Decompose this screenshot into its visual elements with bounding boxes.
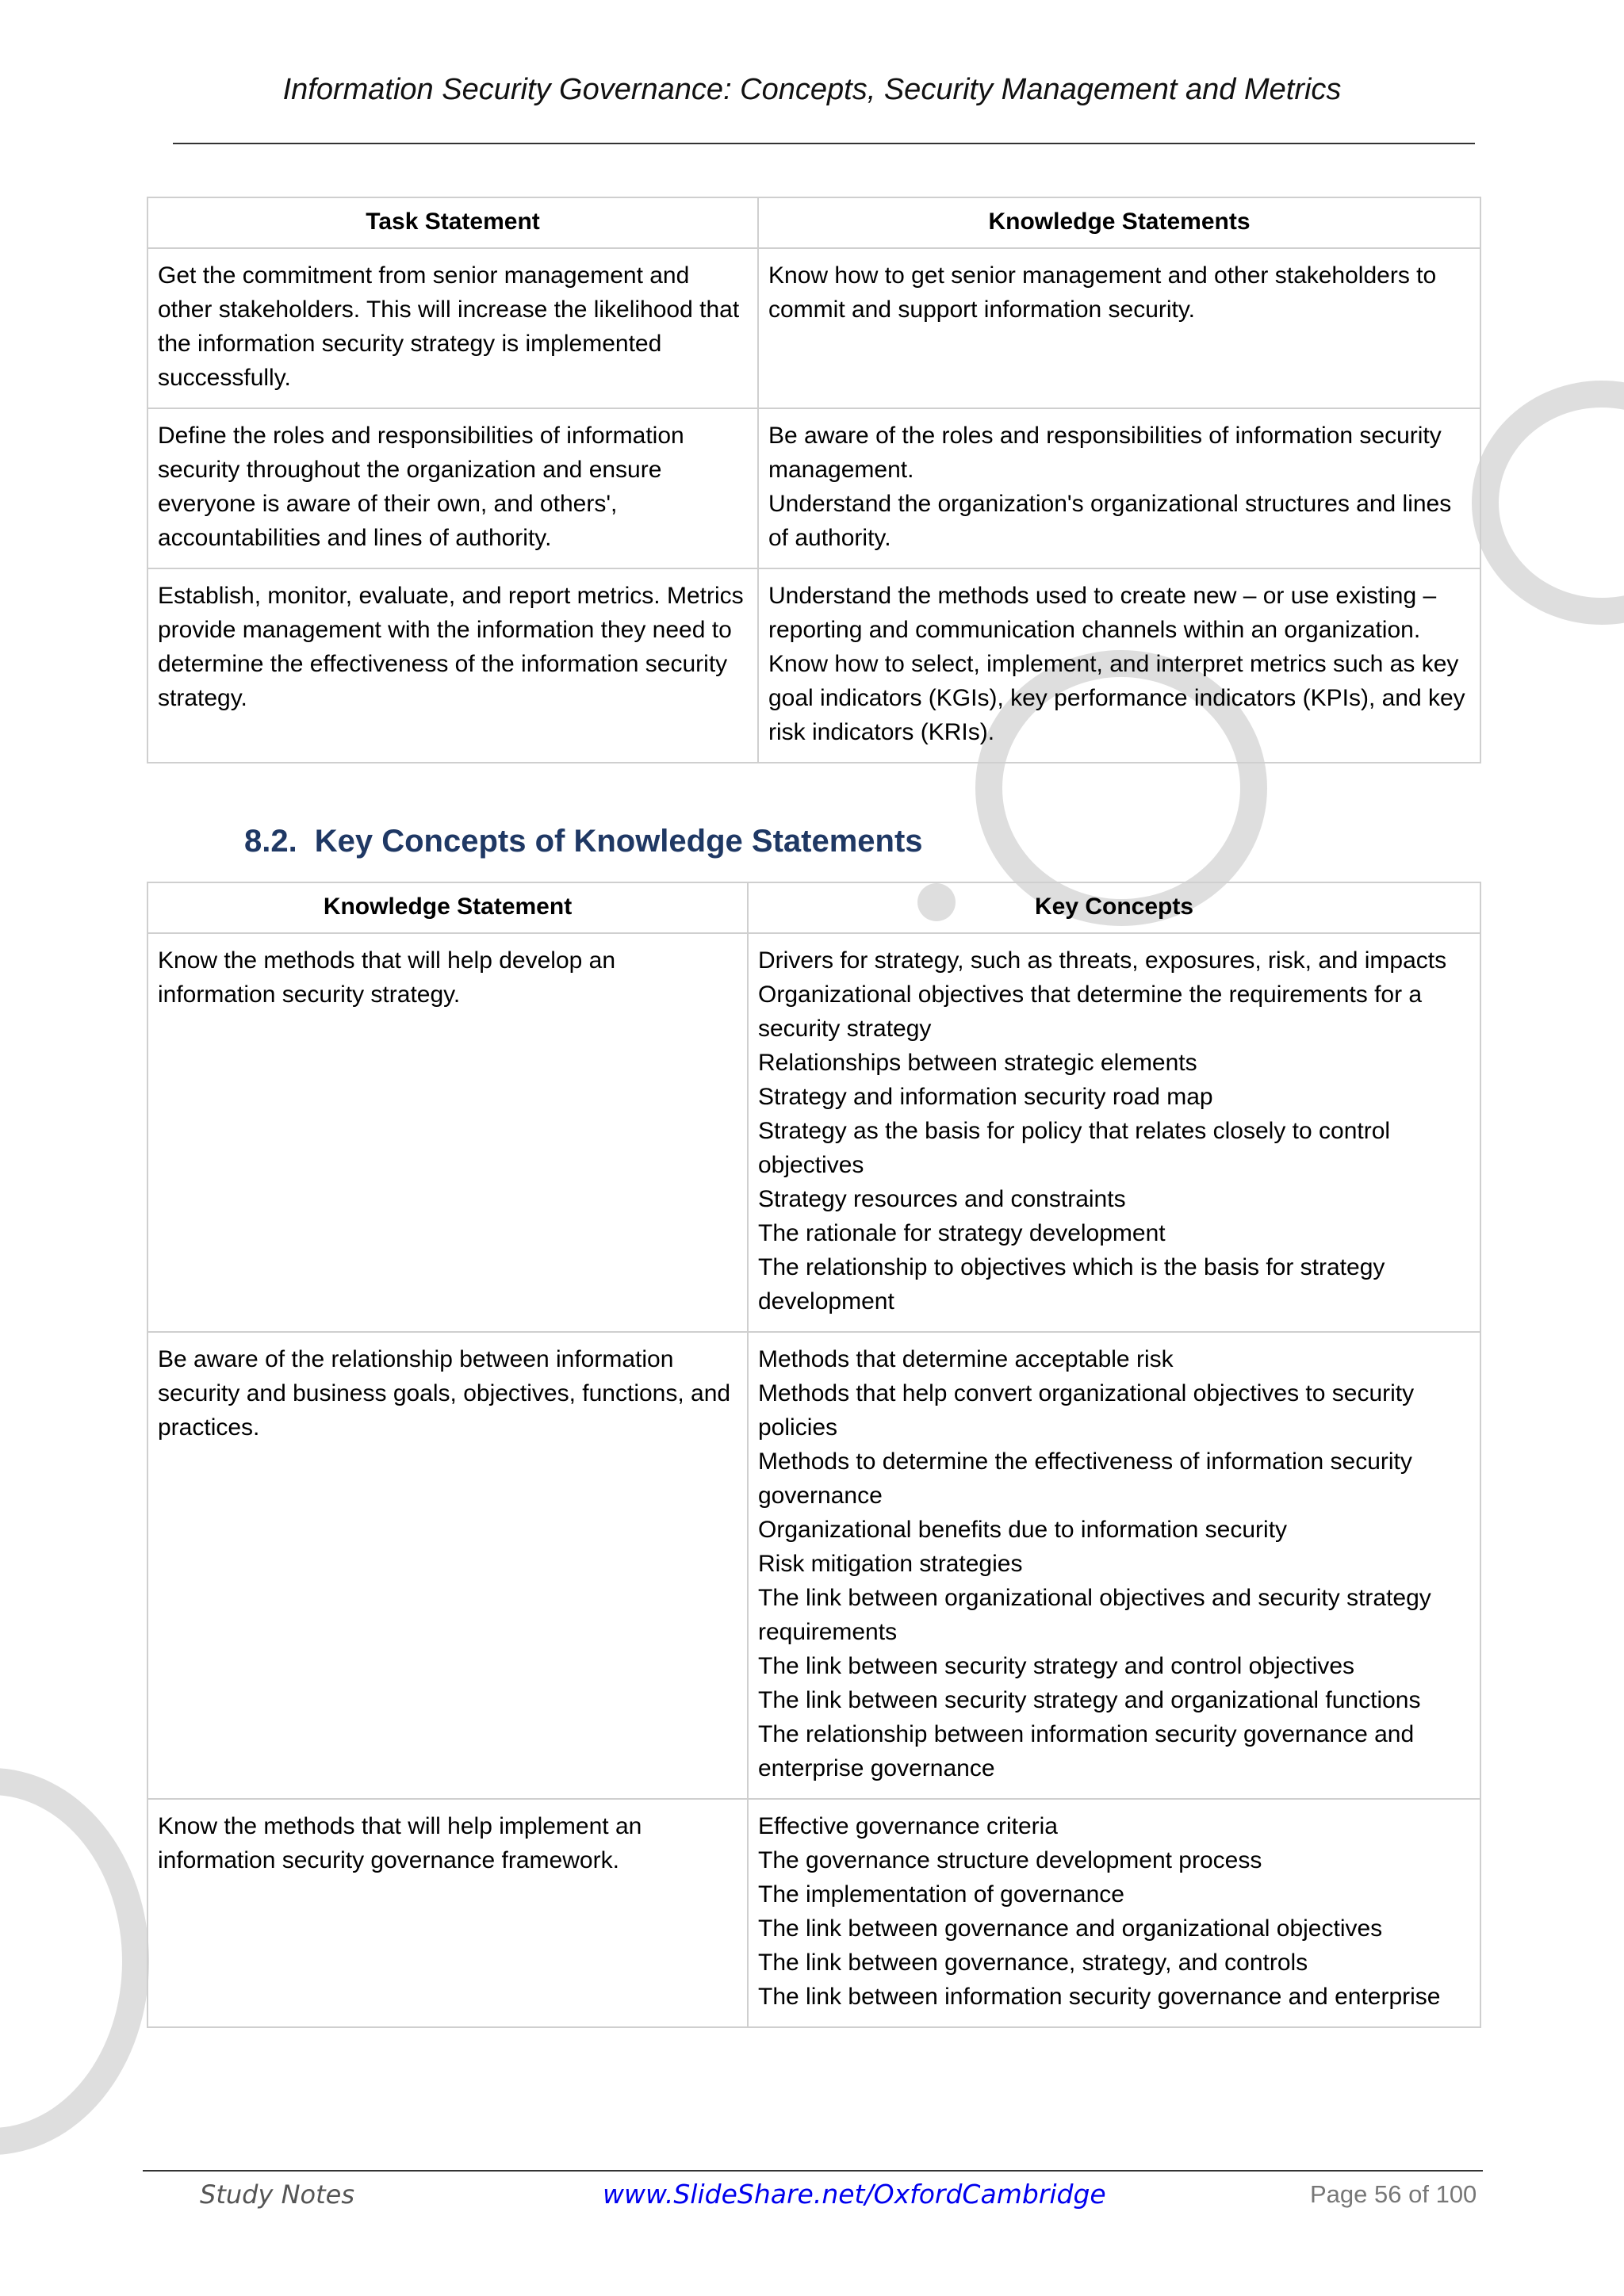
knowledge-line: Be aware of the roles and responsibilities of information security management. [768, 423, 1442, 483]
concept-line: Risk mitigation strategies [758, 1551, 1023, 1577]
concept-line: Drivers for strategy, such as threats, exposures, risk, and impacts [758, 947, 1447, 974]
concept-line: The link between security strategy and control objectives [758, 1653, 1355, 1679]
concept-line: The rationale for strategy development [758, 1220, 1166, 1246]
page-number: Page 56 of 100 [1310, 2180, 1477, 2208]
table-header-row [147, 882, 1480, 933]
key-concepts-cell [748, 1799, 1480, 2027]
column-header-key-concepts: Key Concepts [748, 882, 1480, 933]
key-concepts-table [147, 882, 1481, 2028]
table-row [147, 933, 1480, 1332]
section-number: 8.2. [244, 824, 297, 859]
table-row [147, 568, 1480, 763]
task-cell: Define the roles and responsibilities of information security throughout the organization and ensure everyone is aware of their own, and others', accountabilities and lines of authority. [147, 408, 758, 568]
task-knowledge-table [147, 197, 1481, 763]
concept-line: Effective governance criteria [758, 1813, 1058, 1839]
section-heading [244, 824, 923, 859]
footer-study-notes: Study Notes [200, 2179, 354, 2210]
table-row [147, 1332, 1480, 1799]
footer-slideshare-link[interactable]: www.SlideShare.net/OxfordCambridge [603, 2179, 1106, 2210]
task-cell: Establish, monitor, evaluate, and report metrics. Metrics provide management with the information they need to determine the effectiveness of the information security strategy. [147, 568, 758, 763]
concept-line: Strategy and information security road map [758, 1084, 1213, 1110]
concept-line: The link between governance and organizational objectives [758, 1915, 1383, 1942]
table-row [147, 1799, 1480, 2027]
concept-line: The relationship between information security governance and enterprise governance [758, 1721, 1415, 1781]
concept-line: Methods to determine the effectiveness of information security governance [758, 1448, 1412, 1509]
concept-line: Methods that help convert organizational objectives to security policies [758, 1380, 1415, 1441]
knowledge-line: Know how to get senior management and other stakeholders to commit and support information security. [768, 262, 1437, 323]
concept-line: Organizational benefits due to information security [758, 1517, 1288, 1543]
watermark-ring-top-right [1472, 381, 1624, 625]
key-concepts-cell [748, 1332, 1480, 1799]
section-title: Key Concepts of Knowledge Statements [314, 824, 923, 859]
header-divider [173, 143, 1475, 144]
concept-line: Strategy as the basis for policy that relates closely to control objectives [758, 1118, 1391, 1178]
knowledge-statement-cell: Know the methods that will help develop an information security strategy. [147, 933, 748, 1332]
page-header-title: Information Security Governance: Concepts, Security Management and Metrics [282, 73, 1342, 106]
knowledge-cell [758, 408, 1480, 568]
concept-line: The link between security strategy and organizational functions [758, 1687, 1421, 1713]
knowledge-line: Know how to select, implement, and interpret metrics such as key goal indicators (KGIs), key performance indicators (KPIs), and key risk indicators (KRIs). [768, 651, 1465, 745]
footer-divider [143, 2170, 1483, 2172]
knowledge-statement-cell: Know the methods that will help implement an information security governance framework. [147, 1799, 748, 2027]
knowledge-cell [758, 248, 1480, 408]
knowledge-line: Understand the organization's organizational structures and lines of authority. [768, 491, 1452, 551]
table-row [147, 408, 1480, 568]
table-header-row [147, 197, 1480, 248]
concept-line: Methods that determine acceptable risk [758, 1346, 1174, 1372]
concept-line: The link between governance, strategy, and controls [758, 1950, 1308, 1976]
column-header-knowledge: Knowledge Statements [758, 197, 1480, 248]
knowledge-statement-cell: Be aware of the relationship between information security and business goals, objectives, functions, and practices. [147, 1332, 748, 1799]
concept-line: The implementation of governance [758, 1881, 1124, 1908]
task-cell: Get the commitment from senior management and other stakeholders. This will increase the likelihood that the information security strategy is implemented successfully. [147, 248, 758, 408]
column-header-task: Task Statement [147, 197, 758, 248]
column-header-knowledge-statement: Knowledge Statement [147, 882, 748, 933]
concept-line: Relationships between strategic elements [758, 1050, 1197, 1076]
concept-line: The link between organizational objectives and security strategy requirements [758, 1585, 1431, 1645]
knowledge-cell [758, 568, 1480, 763]
watermark-ring-bottom-left [0, 1768, 149, 2155]
key-concepts-cell [748, 933, 1480, 1332]
knowledge-line: Understand the methods used to create new – or use existing – reporting and communication channels within an organization. [768, 583, 1437, 643]
concept-line: The link between information security governance and enterprise [758, 1984, 1441, 2010]
concept-line: Strategy resources and constraints [758, 1186, 1126, 1212]
concept-line: The relationship to objectives which is the basis for strategy development [758, 1254, 1385, 1314]
concept-line: Organizational objectives that determine the requirements for a security strategy [758, 982, 1423, 1042]
concept-line: The governance structure development process [758, 1847, 1262, 1873]
table-row [147, 248, 1480, 408]
